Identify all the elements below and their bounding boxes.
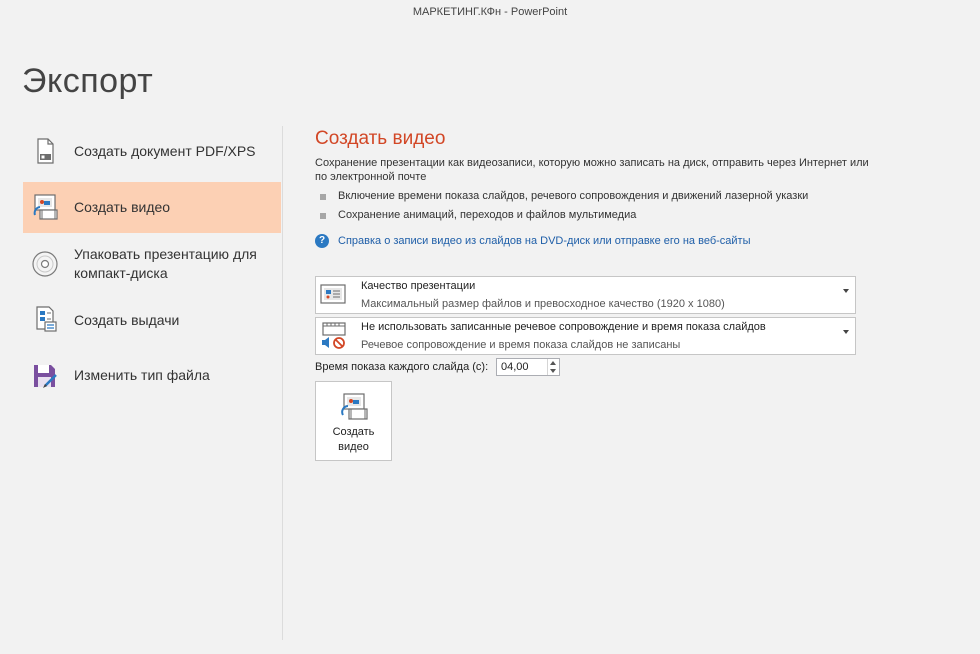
section-title: Создать видео (315, 128, 446, 149)
nav-item-label: Создать документ PDF/XPS (74, 143, 256, 159)
nav-item-label: Создать выдачи (74, 312, 180, 328)
create-video-label-line1: Создать (332, 426, 375, 438)
nav-item-label: Создать видео (74, 199, 171, 215)
slide-time-stepper (496, 358, 560, 376)
nav-item-change-file-type[interactable] (23, 354, 281, 400)
chevron-down-icon (843, 289, 849, 293)
handouts-icon (31, 305, 59, 333)
presentation-quality-icon (319, 280, 347, 308)
narration-dropdown-value: Не использовать записанные речевое сопровождение и время показа слайдов (361, 321, 766, 333)
cd-icon (31, 250, 59, 278)
save-as-icon (31, 362, 59, 390)
panel-divider (282, 126, 283, 640)
pdf-document-icon (31, 137, 59, 165)
chevron-down-icon (843, 330, 849, 334)
narration-dropdown-description: Речевое сопровождение и время показа слайдов не записаны (361, 339, 681, 351)
nav-item-create-video[interactable] (23, 182, 281, 233)
no-narration-icon (319, 321, 347, 349)
bullet-text: Включение времени показа слайдов, речевого сопровождения и движений лазерной указки (338, 190, 809, 202)
bullet-text: Сохранение анимаций, переходов и файлов мультимедиа (338, 209, 637, 221)
create-video-label-line2: видео (338, 441, 369, 453)
nav-item-label-line1: Упаковать презентацию для (74, 246, 257, 262)
video-icon (31, 193, 59, 221)
slide-time-input[interactable] (497, 359, 551, 375)
nav-item-create-handouts[interactable] (23, 298, 281, 344)
nav-item-pdf-xps[interactable] (23, 128, 281, 174)
bullet-icon (320, 213, 326, 219)
quality-dropdown-value: Качество презентации (361, 280, 476, 292)
nav-item-label (74, 245, 257, 283)
help-link-text: Справка о записи видео из слайдов на DVD-диск или отправке его на веб-сайты (338, 235, 751, 247)
create-video-button[interactable] (315, 381, 392, 461)
spin-down-button[interactable] (548, 367, 559, 375)
narration-dropdown[interactable] (315, 317, 856, 355)
spin-buttons (547, 359, 559, 375)
create-video-icon (339, 391, 369, 421)
quality-dropdown-description: Максимальный размер файлов и превосходное качество (1920 x 1080) (361, 298, 725, 310)
window-title: МАРКЕТИНГ.КФн - PowerPoint (412, 6, 568, 18)
create-video-button-label (316, 425, 391, 455)
nav-item-label-line2: компакт-диска (74, 265, 168, 281)
quality-dropdown[interactable] (315, 276, 856, 314)
help-link[interactable] (315, 234, 751, 248)
page-title: Экспорт (22, 62, 154, 100)
nav-item-label: Изменить тип файла (74, 367, 210, 383)
spin-up-button[interactable] (548, 359, 559, 367)
section-description: Сохранение презентации как видеозаписи, которую можно записать на диск, отправить через Интернет или по электронной почте (315, 157, 869, 183)
help-icon: ? (315, 234, 329, 248)
slide-time-label: Время показа каждого слайда (с): (315, 361, 489, 373)
bullet-icon (320, 194, 326, 200)
nav-item-package-cd[interactable] (23, 241, 281, 287)
